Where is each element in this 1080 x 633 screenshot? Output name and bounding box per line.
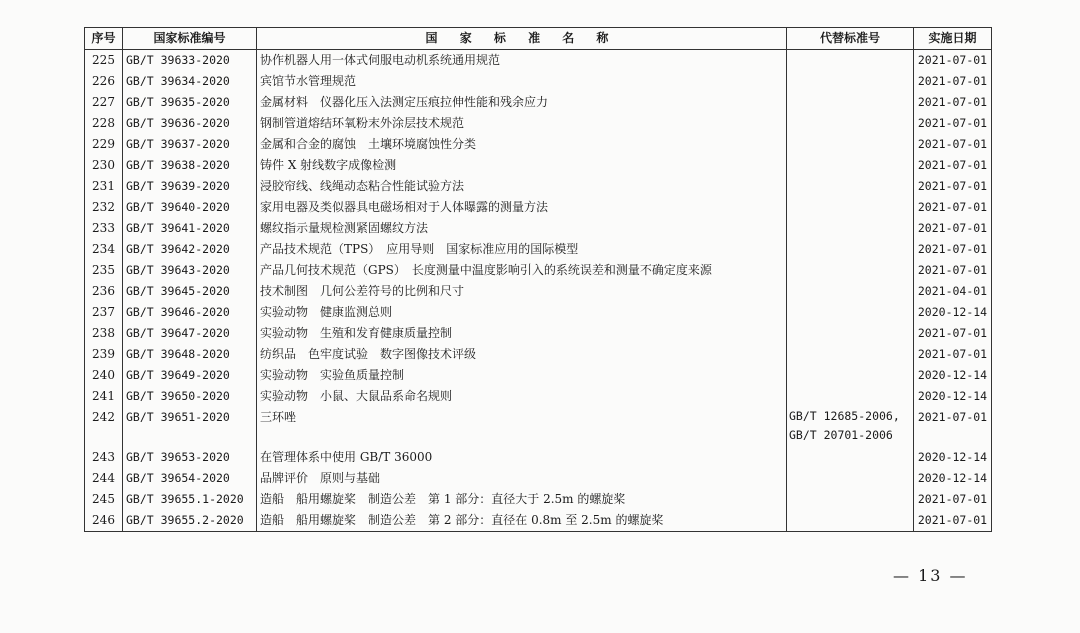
table-row bbox=[85, 218, 992, 239]
row-standard-name: 产品几何技术规范（GPS） 长度测量中温度影响引入的系统误差和测量不确定度来源 bbox=[257, 260, 787, 281]
header-serial-no: 序号 bbox=[85, 28, 123, 50]
row-serial-no: 240 bbox=[85, 365, 123, 386]
row-standard-name: 品牌评价 原则与基础 bbox=[257, 468, 787, 489]
row-standard-name: 造船 船用螺旋桨 制造公差 第 1 部分：直径大于 2.5m 的螺旋桨 bbox=[257, 489, 787, 510]
table-row bbox=[85, 510, 992, 532]
row-standard-code: GB/T 39655.2-2020 bbox=[123, 510, 257, 532]
row-standard-name: 纺织品 色牢度试验 数字图像技术评级 bbox=[257, 344, 787, 365]
row-replaced-standard bbox=[787, 344, 914, 365]
row-replaced-standard bbox=[787, 365, 914, 386]
row-effective-date: 2021-07-01 bbox=[914, 344, 992, 365]
row-effective-date: 2021-07-01 bbox=[914, 71, 992, 92]
row-replaced-standard bbox=[787, 155, 914, 176]
row-standard-code: GB/T 39637-2020 bbox=[123, 134, 257, 155]
row-replaced-standard bbox=[787, 176, 914, 197]
row-effective-date: 2021-07-01 bbox=[914, 407, 992, 447]
standards-table bbox=[84, 27, 992, 532]
row-serial-no: 244 bbox=[85, 468, 123, 489]
row-standard-code: GB/T 39641-2020 bbox=[123, 218, 257, 239]
row-standard-name: 实验动物 实验鱼质量控制 bbox=[257, 365, 787, 386]
row-replaced-standard bbox=[787, 50, 914, 72]
row-serial-no: 225 bbox=[85, 50, 123, 72]
row-replaced-standard bbox=[787, 197, 914, 218]
row-replaced-standard bbox=[787, 239, 914, 260]
row-effective-date: 2021-07-01 bbox=[914, 510, 992, 532]
row-replaced-standard bbox=[787, 302, 914, 323]
row-replaced-standard bbox=[787, 468, 914, 489]
row-serial-no: 243 bbox=[85, 447, 123, 468]
row-replaced-standard bbox=[787, 386, 914, 407]
row-standard-name: 实验动物 健康监测总则 bbox=[257, 302, 787, 323]
row-serial-no: 229 bbox=[85, 134, 123, 155]
row-serial-no: 234 bbox=[85, 239, 123, 260]
table-row bbox=[85, 365, 992, 386]
row-standard-name: 铸件 X 射线数字成像检测 bbox=[257, 155, 787, 176]
table-row bbox=[85, 386, 992, 407]
row-effective-date: 2021-07-01 bbox=[914, 155, 992, 176]
row-serial-no: 241 bbox=[85, 386, 123, 407]
replaced-standard-code: GB/T 20701-2006 bbox=[789, 428, 893, 442]
row-serial-no: 246 bbox=[85, 510, 123, 532]
row-serial-no: 231 bbox=[85, 176, 123, 197]
row-effective-date: 2021-07-01 bbox=[914, 92, 992, 113]
table-row bbox=[85, 407, 992, 447]
row-standard-name: 螺纹指示量规检测紧固螺纹方法 bbox=[257, 218, 787, 239]
row-standard-name: 造船 船用螺旋桨 制造公差 第 2 部分：直径在 0.8m 至 2.5m 的螺旋桨 bbox=[257, 510, 787, 532]
table-row bbox=[85, 447, 992, 468]
table-row bbox=[85, 176, 992, 197]
table-header-row bbox=[85, 28, 992, 50]
row-standard-code: GB/T 39642-2020 bbox=[123, 239, 257, 260]
row-standard-name: 三环唑 bbox=[257, 407, 787, 447]
table-row bbox=[85, 134, 992, 155]
row-serial-no: 236 bbox=[85, 281, 123, 302]
row-effective-date: 2021-07-01 bbox=[914, 197, 992, 218]
row-replaced-standard bbox=[787, 510, 914, 532]
table-row bbox=[85, 155, 992, 176]
row-replaced-standard bbox=[787, 218, 914, 239]
row-serial-no: 238 bbox=[85, 323, 123, 344]
row-effective-date: 2021-07-01 bbox=[914, 239, 992, 260]
table-row bbox=[85, 197, 992, 218]
row-serial-no: 233 bbox=[85, 218, 123, 239]
row-effective-date: 2021-04-01 bbox=[914, 281, 992, 302]
row-standard-name: 钢制管道熔结环氧粉末外涂层技术规范 bbox=[257, 113, 787, 134]
row-standard-code: GB/T 39645-2020 bbox=[123, 281, 257, 302]
row-standard-code: GB/T 39638-2020 bbox=[123, 155, 257, 176]
replaced-standard-code: GB/T 12685-2006, bbox=[789, 409, 900, 423]
row-replaced-standard bbox=[787, 113, 914, 134]
row-serial-no: 230 bbox=[85, 155, 123, 176]
row-effective-date: 2021-07-01 bbox=[914, 218, 992, 239]
table-row bbox=[85, 489, 992, 510]
table-row bbox=[85, 50, 992, 72]
table-row bbox=[85, 302, 992, 323]
row-standard-code: GB/T 39655.1-2020 bbox=[123, 489, 257, 510]
row-replaced-standard bbox=[787, 92, 914, 113]
row-standard-name: 实验动物 生殖和发育健康质量控制 bbox=[257, 323, 787, 344]
row-standard-code: GB/T 39643-2020 bbox=[123, 260, 257, 281]
row-serial-no: 237 bbox=[85, 302, 123, 323]
row-standard-code: GB/T 39651-2020 bbox=[123, 407, 257, 447]
row-standard-code: GB/T 39650-2020 bbox=[123, 386, 257, 407]
row-effective-date: 2021-07-01 bbox=[914, 113, 992, 134]
row-serial-no: 226 bbox=[85, 71, 123, 92]
row-standard-name: 金属材料 仪器化压入法测定压痕拉伸性能和残余应力 bbox=[257, 92, 787, 113]
row-replaced-standard bbox=[787, 489, 914, 510]
header-replaced-standard: 代替标准号 bbox=[787, 28, 914, 50]
row-serial-no: 232 bbox=[85, 197, 123, 218]
row-serial-no: 227 bbox=[85, 92, 123, 113]
row-standard-code: GB/T 39634-2020 bbox=[123, 71, 257, 92]
header-standard-name: 国 家 标 准 名 称 bbox=[257, 28, 787, 50]
row-standard-name: 技术制图 几何公差符号的比例和尺寸 bbox=[257, 281, 787, 302]
row-replaced-standard bbox=[787, 447, 914, 468]
table-row bbox=[85, 113, 992, 134]
row-effective-date: 2020-12-14 bbox=[914, 468, 992, 489]
row-serial-no: 235 bbox=[85, 260, 123, 281]
row-standard-name: 实验动物 小鼠、大鼠品系命名规则 bbox=[257, 386, 787, 407]
table-row bbox=[85, 323, 992, 344]
row-standard-code: GB/T 39649-2020 bbox=[123, 365, 257, 386]
row-standard-code: GB/T 39636-2020 bbox=[123, 113, 257, 134]
table-row bbox=[85, 344, 992, 365]
row-effective-date: 2020-12-14 bbox=[914, 386, 992, 407]
row-standard-code: GB/T 39639-2020 bbox=[123, 176, 257, 197]
row-serial-no: 245 bbox=[85, 489, 123, 510]
row-effective-date: 2021-07-01 bbox=[914, 489, 992, 510]
row-effective-date: 2020-12-14 bbox=[914, 365, 992, 386]
row-effective-date: 2021-07-01 bbox=[914, 176, 992, 197]
row-effective-date: 2021-07-01 bbox=[914, 260, 992, 281]
page-number: — 13 — bbox=[893, 566, 968, 585]
table-row bbox=[85, 260, 992, 281]
row-standard-code: GB/T 39647-2020 bbox=[123, 323, 257, 344]
row-standard-name: 家用电器及类似器具电磁场相对于人体曝露的测量方法 bbox=[257, 197, 787, 218]
row-replaced-standard bbox=[787, 323, 914, 344]
table-row bbox=[85, 281, 992, 302]
row-replaced-standard bbox=[787, 260, 914, 281]
row-effective-date: 2020-12-14 bbox=[914, 302, 992, 323]
row-standard-name: 浸胶帘线、线绳动态粘合性能试验方法 bbox=[257, 176, 787, 197]
row-effective-date: 2021-07-01 bbox=[914, 134, 992, 155]
row-standard-name: 在管理体系中使用 GB/T 36000 bbox=[257, 447, 787, 468]
row-effective-date: 2021-07-01 bbox=[914, 323, 992, 344]
table-row bbox=[85, 92, 992, 113]
table-row bbox=[85, 468, 992, 489]
row-serial-no: 228 bbox=[85, 113, 123, 134]
row-standard-code: GB/T 39648-2020 bbox=[123, 344, 257, 365]
table-row bbox=[85, 239, 992, 260]
header-standard-code: 国家标准编号 bbox=[123, 28, 257, 50]
row-standard-name: 宾馆节水管理规范 bbox=[257, 71, 787, 92]
row-replaced-standard bbox=[787, 134, 914, 155]
row-standard-code: GB/T 39646-2020 bbox=[123, 302, 257, 323]
row-standard-code: GB/T 39633-2020 bbox=[123, 50, 257, 72]
row-standard-code: GB/T 39653-2020 bbox=[123, 447, 257, 468]
row-standard-code: GB/T 39640-2020 bbox=[123, 197, 257, 218]
row-replaced-standard bbox=[787, 71, 914, 92]
row-serial-no: 242 bbox=[85, 407, 123, 447]
row-standard-name: 金属和合金的腐蚀 土壤环境腐蚀性分类 bbox=[257, 134, 787, 155]
row-replaced-standard bbox=[787, 281, 914, 302]
row-effective-date: 2021-07-01 bbox=[914, 50, 992, 72]
row-replaced-standard bbox=[787, 407, 914, 447]
row-serial-no: 239 bbox=[85, 344, 123, 365]
header-effective-date: 实施日期 bbox=[914, 28, 992, 50]
row-effective-date: 2020-12-14 bbox=[914, 447, 992, 468]
row-standard-name: 产品技术规范（TPS） 应用导则 国家标准应用的国际模型 bbox=[257, 239, 787, 260]
row-standard-code: GB/T 39635-2020 bbox=[123, 92, 257, 113]
row-standard-name: 协作机器人用一体式伺服电动机系统通用规范 bbox=[257, 50, 787, 72]
row-standard-code: GB/T 39654-2020 bbox=[123, 468, 257, 489]
table-row bbox=[85, 71, 992, 92]
